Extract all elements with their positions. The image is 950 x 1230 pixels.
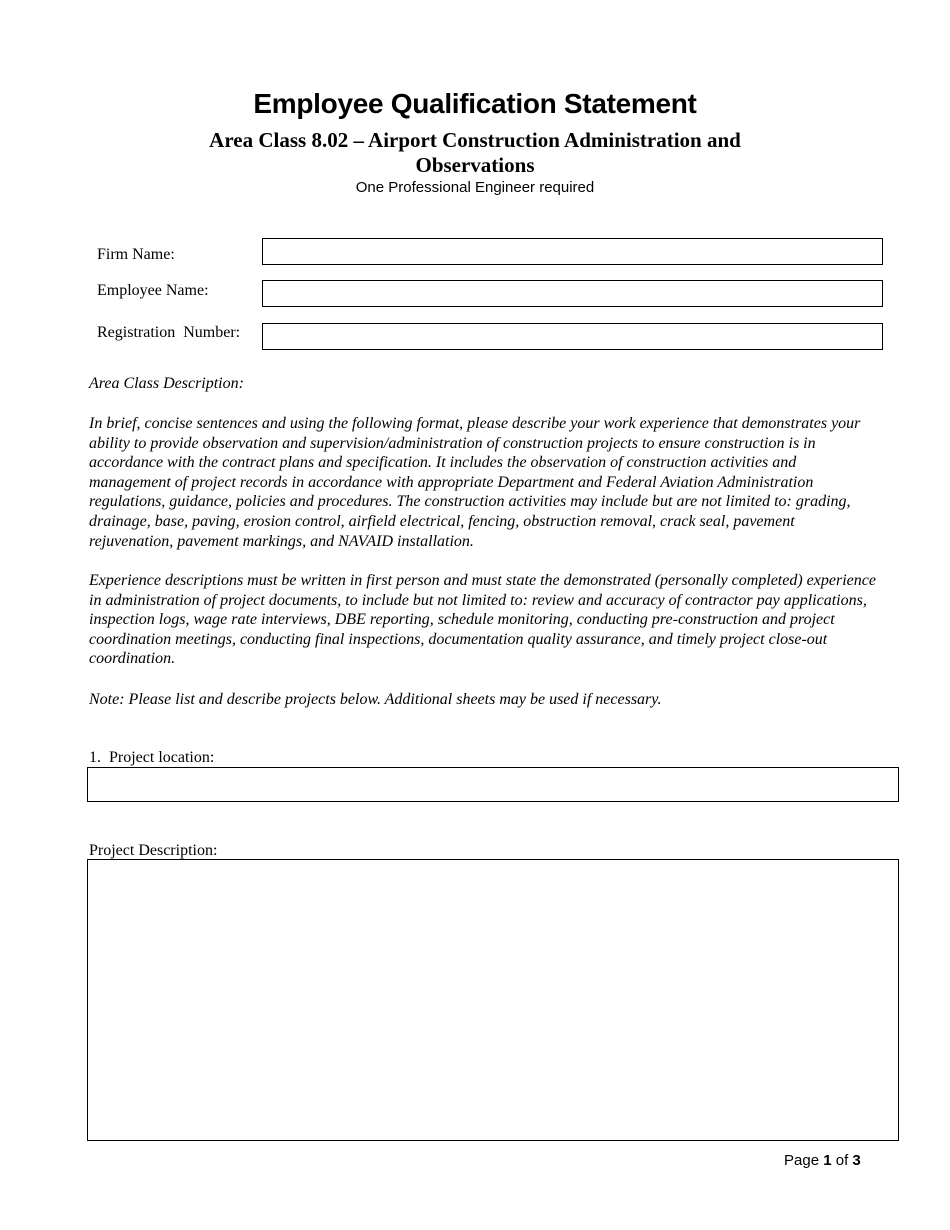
employee-name-field[interactable] — [262, 280, 883, 307]
page-current: 1 — [823, 1152, 832, 1169]
description-paragraph-1: In brief, concise sentences and using the following format, please describe your work experience that demonstrates your ability to provide observation and supervision/administration of construction projects to ensure construction is in accordance with the contract plans and specification. It includes the observation of construction activities and management of project records in accordance with appropriate Department and Federal Aviation Administration regulations, guidance, policies and procedures. The construction activities may include but are not limited to: grading, drainage, base, paving, erosion control, airfield electrical, fencing, obstruction removal, crack seal, pavement rejuvenation, pavement markings, and NAVAID installation. — [89, 415, 861, 550]
page-total: 3 — [852, 1152, 861, 1169]
page-number — [784, 1152, 861, 1169]
project-description-label: Project Description: — [89, 842, 218, 859]
page-prefix: Page — [784, 1152, 820, 1169]
requirement-note: One Professional Engineer required — [355, 179, 595, 196]
firm-name-label: Firm Name: — [97, 246, 175, 263]
project-description-field[interactable] — [87, 859, 899, 1141]
page-of: of — [835, 1152, 849, 1169]
registration-number-field[interactable] — [262, 323, 883, 350]
area-class-description-heading: Area Class Description: — [89, 375, 244, 392]
projects-note: Note: Please list and describe projects below. Additional sheets may be used if necessary. — [89, 691, 662, 708]
description-paragraph-2: Experience descriptions must be written in first person and must state the demonstrated (personally completed) experience in administration of project documents, to include but not limited to: review and accuracy of contractor pay applications, inspection logs, wage rate interviews, DBE reporting, schedule monitoring, conducting pre-construction and project coordination meetings, conducting final inspections, documentation quality assurance, and timely project close-out coordination. — [89, 572, 876, 668]
employee-name-label: Employee Name: — [97, 282, 209, 299]
firm-name-field[interactable] — [262, 238, 883, 265]
document-title: Employee Qualification Statement — [253, 88, 697, 119]
project-location-label: 1. Project location: — [89, 749, 215, 766]
document-subtitle: Area Class 8.02 – Airport Construction Administration and Observations — [209, 128, 741, 177]
project-location-field[interactable] — [87, 767, 899, 802]
registration-number-label: Registration Number: — [97, 324, 241, 341]
